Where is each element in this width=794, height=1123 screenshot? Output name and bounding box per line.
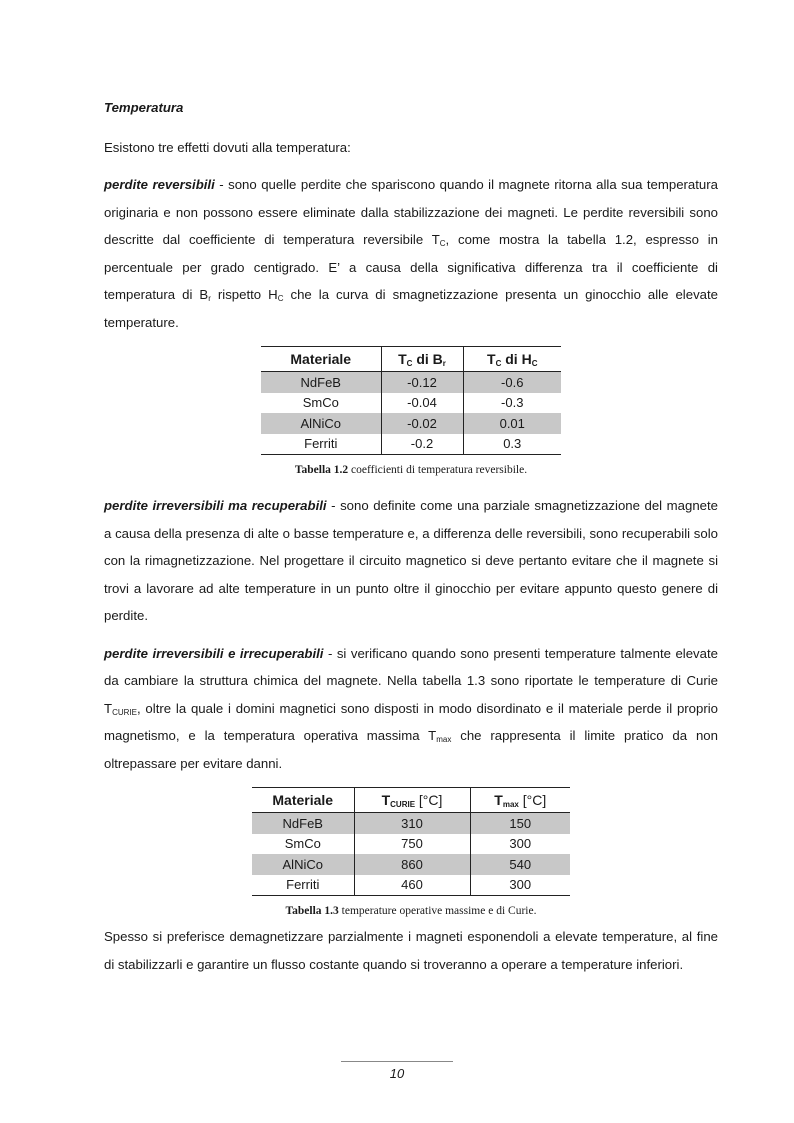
term-reversible-losses: perdite reversibili [104, 177, 215, 192]
col-header-material: Materiale [261, 347, 381, 372]
table-row: SmCo 750 300 [252, 834, 570, 855]
page-content [104, 94, 718, 978]
table-row: Ferriti 460 300 [252, 875, 570, 896]
table-reversible-coefficients [261, 346, 561, 455]
section-heading: Temperatura [104, 100, 184, 115]
col-header-t-max: $T_{max}$ [°C] [470, 788, 570, 813]
table-row: NdFeB 310 150 [252, 813, 570, 834]
table-row: AlNiCo -0.02 0.01 [261, 413, 561, 434]
table-caption-1-3: Tabella 1.3 temperature operative massime e di Curie. [285, 905, 537, 917]
col-header-tc-hc: $T_C$ di $H_C$ [463, 347, 561, 372]
table-caption-1-2: Tabella 1.2 coefficienti di temperatura reversibile. [294, 464, 528, 476]
page-number: 10 [389, 1066, 405, 1081]
table-row: AlNiCo 860 540 [252, 854, 570, 875]
col-header-tc-br: $T_C$ di $B_r$ [381, 347, 463, 372]
table-curie-temperatures [252, 787, 570, 896]
col-header-t-curie: $T_{CURIE}$ [°C] [354, 788, 470, 813]
term-recoverable-losses: perdite irreversibili ma recuperabili [104, 498, 327, 513]
intro-paragraph: Esistono tre effetti dovuti alla temperatura: [104, 139, 351, 155]
paragraph-irrecoverable-losses: perdite irreversibili e irrecuperabili - si verificano quando sono presenti temperature talmente elevate da cambiare la struttura chimica del magnete. Nella tabella 1.3 sono riportate le temperature di Curie $T_{CURIE}$, oltre la quale i domini magnetici sono disposti in modo disordinato e il materiale perde il proprio magnetismo, e la temperatura operativa massima $T_{max}$ che rappresenta il limite pratico da non oltrepassare per evitare danni. [104, 645, 718, 771]
table-row: SmCo -0.04 -0.3 [261, 393, 561, 414]
paragraph-reversible-losses: perdite reversibili - sono quelle perdite che spariscono quando il magnete ritorna alla sua temperatura originaria e non possono essere eliminate dalla stabilizzazione dei magneti. Le perdite reversibili sono descritte dal coefficiente di temperatura reversibile $T_C$, come mostra la tabella 1.2, espresso in percentuale per grado centigrado. E’ a causa della significativa differenza tra il coefficiente di temperatura di $B_r$ rispetto $H_C$ che la curva di smagnetizzazione presenta un ginocchio alle elevate temperature. [104, 177, 718, 330]
term-irrecoverable-losses: perdite irreversibili e irrecuperabili [104, 645, 324, 661]
col-header-material: Materiale [252, 788, 354, 813]
footer-divider [341, 1061, 453, 1062]
paragraph-recoverable-losses: perdite irreversibili ma recuperabili - sono definite come una parziale smagnetizzazione del magnete a causa della presenza di alte o basse temperature e, a differenza delle reversibili, sono recuperabili solo con la rimagnetizzazione. Nel progettare il circuito magnetico si deve pertanto evitare che il magnete si trovi a lavorare ad alte temperature in un punto oltre il ginocchio per evitare appunto questo genere di perdite. [104, 498, 718, 623]
closing-paragraph: Spesso si preferisce demagnetizzare parzialmente i magneti esponendoli a elevate temperature, al fine di stabilizzarli e garantire un flusso costante quando si troveranno a operare a temperature inferiori. [104, 929, 718, 972]
table-row: NdFeB -0.12 -0.6 [261, 372, 561, 393]
table-row: Ferriti -0.2 0.3 [261, 434, 561, 455]
table-header-row [261, 347, 561, 372]
table-header-row [252, 788, 570, 813]
